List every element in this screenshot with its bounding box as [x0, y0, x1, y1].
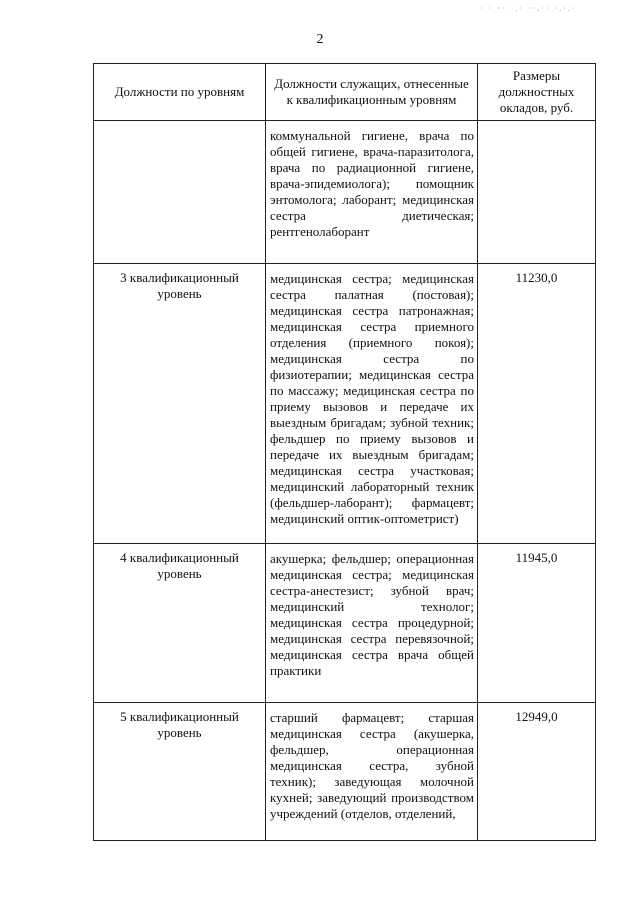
header-levels: Должности по уровням: [94, 64, 266, 121]
table-row: [94, 544, 596, 703]
scan-marks: · · ·· ·.· ··.·· ·.·.·: [480, 4, 577, 13]
page-number: 2: [316, 32, 324, 47]
row-level: [94, 121, 266, 264]
table-row: [94, 121, 596, 264]
row-positions: коммунальной гигиене, врача по общей гигиене, врача-паразитолога, врача по радиационной гигиене, врача-эпидемиолога); помощник энтомолога; лаборант; медицинская сестра диетическая; рентгенолаборант: [266, 121, 478, 264]
row-salary: [478, 121, 596, 264]
table-header-row: [94, 64, 596, 121]
row-salary: 11230,0: [478, 264, 596, 544]
salary-table: [93, 63, 596, 841]
table-row: [94, 703, 596, 841]
row-level: 3 квалификационный уровень: [94, 264, 266, 544]
row-level: 5 квалификационный уровень: [94, 703, 266, 841]
row-level: 4 квалификационный уровень: [94, 544, 266, 703]
header-salary: Размеры должностных окладов, руб.: [478, 64, 596, 121]
header-positions: Должности служащих, отнесенные к квалификационным уровням: [266, 64, 478, 121]
table-row: [94, 264, 596, 544]
row-salary: 11945,0: [478, 544, 596, 703]
row-salary: 12949,0: [478, 703, 596, 841]
row-positions: акушерка; фельдшер; операционная медицинская сестра; медицинская сестра-анестезист; зубной врач; медицинский технолог; медицинская сестра процедурной; медицинская сестра перевязочной; медицинская сестра врача общей практики: [266, 544, 478, 703]
row-positions: медицинская сестра; медицинская сестра палатная (постовая); медицинская сестра патронажная; медицинская сестра приемного отделения (приемного покоя); медицинская сестра по физиотерапии; медицинская сестра по массажу; медицинская сестра по приему вызовов и передаче их выездным бригадам; зубной техник; фельдшер по приему вызовов и передаче их выездным бригадам; медицинская сестра участковая; медицинский лабораторный техник (фельдшер-лаборант); фармацевт; медицинский оптик-оптометрист): [266, 264, 478, 544]
row-positions: старший фармацевт; старшая медицинская сестра (акушерка, фельдшер, операционная медицинская сестра, зубной техник); заведующая молочной кухней; заведующий производством учреждений (отделов, отделений,: [266, 703, 478, 841]
